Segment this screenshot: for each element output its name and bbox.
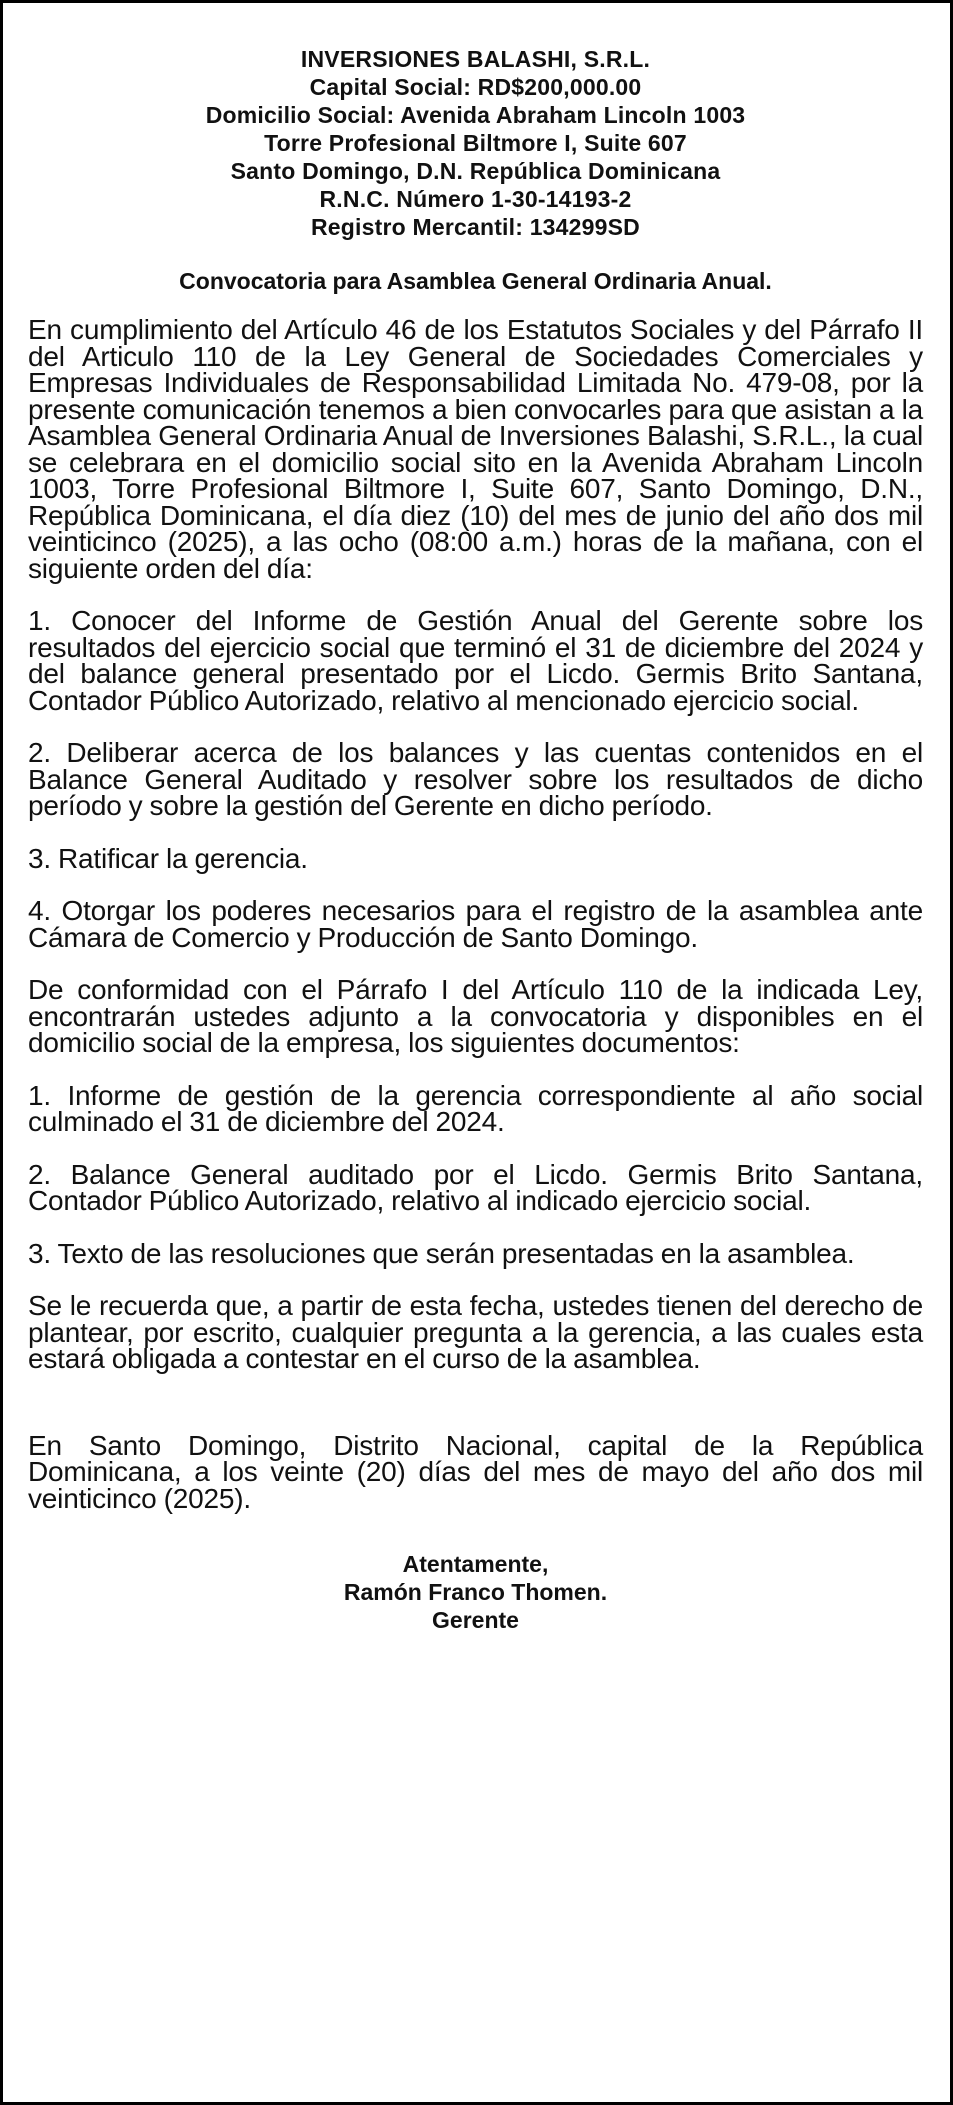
reminder-paragraph: Se le recuerda que, a partir de esta fecha, ustedes tienen del derecho de plantear, por escrito, cualquier pregunta a la gerencia, a las cuales esta estará obligada a contestar en el curso de la asamblea. [28, 1290, 923, 1374]
document-item-3: 3. Texto de las resoluciones que serán presentadas en la asamblea. [28, 1237, 855, 1269]
notice-title: Convocatoria para Asamblea General Ordinaria Anual. [179, 268, 772, 294]
capital-social: Capital Social: RD$200,000.00 [309, 74, 642, 100]
registro-mercantil: Registro Mercantil: 134299SD [310, 214, 640, 240]
signature-role: Gerente [432, 1607, 519, 1633]
company-name: INVERSIONES BALASHI, S.R.L. [300, 46, 651, 72]
signature-salutation: Atentamente, [402, 1551, 549, 1577]
signature-name: Ramón Franco Thomen. [343, 1579, 608, 1605]
document-item-1: 1. Informe de gestión de la gerencia correspondiente al año social culminado el 31 de diciembre del 2024. [28, 1079, 923, 1137]
signature-block [28, 1550, 923, 1634]
intro-paragraph: En cumplimiento del Artículo 46 de los Estatutos Sociales y del Párrafo II del Articulo 110 de la Ley General de Sociedades Comerciales y Empresas Individuales de Responsabilidad Limitada No. 479-08, por la presente comunicación tenemos a bien convocarles para que asistan a la Asamblea General Ordinaria Anual de Inversiones Balashi, S.R.L., la cual se celebrara en el domicilio social sito en la Avenida Abraham Lincoln 1003, Torre Profesional Biltmore I, Suite 607, Santo Domingo, D.N., República Dominicana, el día diez (10) del mes de junio del año dos mil veinticinco (2025), a las ocho (08:00 a.m.) horas de la mañana, con el siguiente orden del día: [28, 314, 923, 584]
notice-content [28, 45, 923, 1634]
domicilio-social: Domicilio Social: Avenida Abraham Lincoln 1003 [205, 102, 746, 128]
agenda-item-1: 1. Conocer del Informe de Gestión Anual del Gerente sobre los resultados del ejercicio social que terminó el 31 de diciembre del 2024 y del balance general presentado por el Licdo. Germis Brito Santana, Contador Público Autorizado, relativo al mencionado ejercicio social. [28, 605, 923, 716]
closing-paragraph: En Santo Domingo, Distrito Nacional, capital de la República Dominicana, a los veinte (20) días del mes de mayo del año dos mil veinticinco (2025). [28, 1429, 923, 1514]
agenda-item-3: 3. Ratificar la gerencia. [28, 842, 308, 874]
agenda-item-2: 2. Deliberar acerca de los balances y las cuentas contenidos en el Balance General Auditado y resolver sobre los resultados de dicho período y sobre la gestión del Gerente en dicho período. [28, 737, 923, 821]
document-item-2: 2. Balance General auditado por el Licdo. Germis Brito Santana, Contador Público Autorizado, relativo al indicado ejercicio social. [28, 1158, 923, 1216]
tower-suite: Torre Profesional Biltmore I, Suite 607 [264, 130, 687, 156]
city-country: Santo Domingo, D.N. República Dominicana [230, 158, 721, 184]
rnc-number: R.N.C. Número 1-30-14193-2 [319, 186, 632, 212]
company-header [28, 45, 923, 241]
agenda-item-4: 4. Otorgar los poderes necesarios para el registro de la asamblea ante Cámara de Comercio y Producción de Santo Domingo. [28, 895, 923, 953]
documents-intro-paragraph: De conformidad con el Párrafo I del Artículo 110 de la indicada Ley, encontrarán ustedes adjunto a la convocatoria y disponibles en el domicilio social de la empresa, los siguientes documentos: [28, 974, 923, 1058]
